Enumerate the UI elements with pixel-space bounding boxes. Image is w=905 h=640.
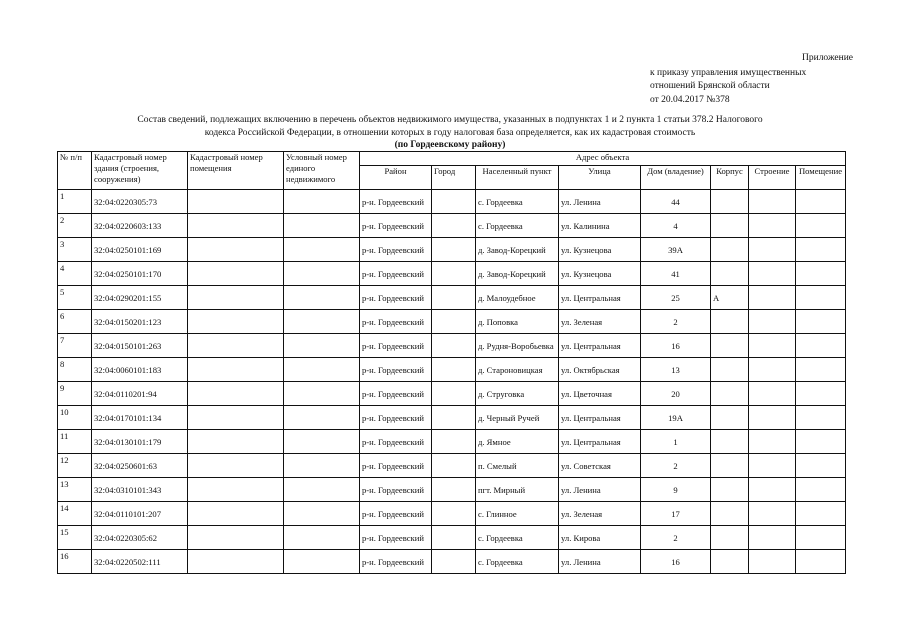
stroenie-cell <box>749 526 796 550</box>
district-cell: р-н. Гордеевский <box>360 478 432 502</box>
conditional-number-cell <box>284 550 360 574</box>
conditional-number-cell <box>284 526 360 550</box>
table-row <box>58 502 846 526</box>
house-cell: 19А <box>641 406 711 430</box>
cadastral-number: 32:04:0110201:94 <box>92 382 188 406</box>
pomeshchenie-cell <box>796 262 846 286</box>
pomeshchenie-cell <box>796 454 846 478</box>
conditional-number-cell <box>284 478 360 502</box>
cadastral-number: 32:04:0250101:169 <box>92 238 188 262</box>
street-cell: ул. Кузнецова <box>559 238 641 262</box>
room-cadastral-cell <box>188 214 284 238</box>
room-cadastral-cell <box>188 454 284 478</box>
korpus-cell <box>711 550 749 574</box>
city-cell <box>432 454 476 478</box>
property-table <box>57 151 846 574</box>
street-cell: ул. Калинина <box>559 214 641 238</box>
header-house: Дом (владение) <box>641 166 711 190</box>
house-cell: 16 <box>641 334 711 358</box>
table-row <box>58 334 846 358</box>
pomeshchenie-cell <box>796 526 846 550</box>
locality-cell: пгт. Мирный <box>476 478 559 502</box>
appendix-authority-line: отношений Брянской области <box>650 81 770 91</box>
header-address: Адрес объекта <box>360 152 846 166</box>
house-cell: 4 <box>641 214 711 238</box>
district-cell: р-н. Гордеевский <box>360 406 432 430</box>
house-cell: 41 <box>641 262 711 286</box>
header-locality: Населенный пункт <box>476 166 559 190</box>
locality-cell: д. Староновицкая <box>476 358 559 382</box>
district-cell: р-н. Гордеевский <box>360 262 432 286</box>
street-cell: ул. Октябрьская <box>559 358 641 382</box>
title-district: (по Гордеевскому району) <box>394 140 506 150</box>
cadastral-number: 32:04:0310101:343 <box>92 478 188 502</box>
table-row <box>58 358 846 382</box>
stroenie-cell <box>749 502 796 526</box>
city-cell <box>432 334 476 358</box>
room-cadastral-cell <box>188 190 284 214</box>
city-cell <box>432 382 476 406</box>
row-number: 1 <box>58 190 92 214</box>
korpus-cell <box>711 526 749 550</box>
korpus-cell: А <box>711 286 749 310</box>
header-num: № п/п <box>58 152 92 190</box>
district-cell: р-н. Гордеевский <box>360 238 432 262</box>
title-line-1: Состав сведений, подлежащих включению в перечень объектов недвижимого имущества, указанных в подпунктах 1 и 2 пункта 1 статьи 378.2 Налогового <box>137 115 763 125</box>
table-row <box>58 262 846 286</box>
district-cell: р-н. Гордеевский <box>360 430 432 454</box>
row-number: 2 <box>58 214 92 238</box>
table-row <box>58 382 846 406</box>
cadastral-number: 32:04:0060101:183 <box>92 358 188 382</box>
header-stroenie: Строение <box>749 166 796 190</box>
stroenie-cell <box>749 430 796 454</box>
locality-cell: д. Ямное <box>476 430 559 454</box>
row-number: 12 <box>58 454 92 478</box>
pomeshchenie-cell <box>796 430 846 454</box>
document-title <box>120 114 780 152</box>
room-cadastral-cell <box>188 430 284 454</box>
locality-cell: д. Малоудебное <box>476 286 559 310</box>
locality-cell: д. Черный Ручей <box>476 406 559 430</box>
stroenie-cell <box>749 454 796 478</box>
pomeshchenie-cell <box>796 310 846 334</box>
row-number: 8 <box>58 358 92 382</box>
pomeshchenie-cell <box>796 358 846 382</box>
room-cadastral-cell <box>188 262 284 286</box>
house-cell: 20 <box>641 382 711 406</box>
city-cell <box>432 550 476 574</box>
cadastral-number: 32:04:0110101:207 <box>92 502 188 526</box>
street-cell: ул. Советская <box>559 454 641 478</box>
street-cell: ул. Ленина <box>559 190 641 214</box>
house-cell: 16 <box>641 550 711 574</box>
district-cell: р-н. Гордеевский <box>360 310 432 334</box>
cadastral-number: 32:04:0220305:62 <box>92 526 188 550</box>
room-cadastral-cell <box>188 286 284 310</box>
locality-cell: д. Завод-Корецкий <box>476 262 559 286</box>
table-row <box>58 406 846 430</box>
table-row <box>58 286 846 310</box>
appendix-order-line: к приказу управления имущественных <box>650 67 807 78</box>
conditional-number-cell <box>284 502 360 526</box>
room-cadastral-cell <box>188 502 284 526</box>
cadastral-number: 32:04:0290201:155 <box>92 286 188 310</box>
district-cell: р-н. Гордеевский <box>360 358 432 382</box>
row-number: 11 <box>58 430 92 454</box>
cadastral-number: 32:04:0150201:123 <box>92 310 188 334</box>
stroenie-cell <box>749 262 796 286</box>
house-cell: 17 <box>641 502 711 526</box>
title-line-2: кодекса Российской Федерации, в отношении которых в году налоговая база определяется, как их кадастровая стоимость <box>204 127 696 138</box>
conditional-number-cell <box>284 214 360 238</box>
cadastral-number: 32:04:0250101:170 <box>92 262 188 286</box>
district-cell: р-н. Гордеевский <box>360 286 432 310</box>
street-cell: ул. Кирова <box>559 526 641 550</box>
row-number: 7 <box>58 334 92 358</box>
conditional-number-cell <box>284 382 360 406</box>
locality-cell: д. Рудня-Воробьевка <box>476 334 559 358</box>
locality-cell: д. Поповка <box>476 310 559 334</box>
pomeshchenie-cell <box>796 190 846 214</box>
conditional-number-cell <box>284 454 360 478</box>
street-cell: ул. Зеленая <box>559 310 641 334</box>
room-cadastral-cell <box>188 478 284 502</box>
header-cad-building: Кадастровый номер здания (строения, сооружения) <box>92 152 188 190</box>
room-cadastral-cell <box>188 550 284 574</box>
city-cell <box>432 310 476 334</box>
pomeshchenie-cell <box>796 238 846 262</box>
conditional-number-cell <box>284 358 360 382</box>
conditional-number-cell <box>284 238 360 262</box>
city-cell <box>432 502 476 526</box>
street-cell: ул. Центральная <box>559 286 641 310</box>
row-number: 9 <box>58 382 92 406</box>
korpus-cell <box>711 190 749 214</box>
korpus-cell <box>711 238 749 262</box>
pomeshchenie-cell <box>796 550 846 574</box>
district-cell: р-н. Гордеевский <box>360 334 432 358</box>
header-cad-room: Кадастровый номер помещения <box>188 152 284 190</box>
house-cell: 2 <box>641 526 711 550</box>
locality-cell: д. Завод-Корецкий <box>476 238 559 262</box>
stroenie-cell <box>749 190 796 214</box>
korpus-cell <box>711 262 749 286</box>
cadastral-number: 32:04:0150101:263 <box>92 334 188 358</box>
district-cell: р-н. Гордеевский <box>360 454 432 478</box>
locality-cell: с. Гордеевка <box>476 526 559 550</box>
korpus-cell <box>711 502 749 526</box>
conditional-number-cell <box>284 262 360 286</box>
pomeshchenie-cell <box>796 382 846 406</box>
table-row <box>58 454 846 478</box>
house-cell: 39А <box>641 238 711 262</box>
pomeshchenie-cell <box>796 502 846 526</box>
table-row <box>58 478 846 502</box>
korpus-cell <box>711 358 749 382</box>
district-cell: р-н. Гордеевский <box>360 190 432 214</box>
table-row <box>58 430 846 454</box>
row-number: 10 <box>58 406 92 430</box>
house-cell: 2 <box>641 454 711 478</box>
district-cell: р-н. Гордеевский <box>360 502 432 526</box>
korpus-cell <box>711 382 749 406</box>
conditional-number-cell <box>284 286 360 310</box>
appendix-title: Приложение <box>802 53 853 63</box>
row-number: 15 <box>58 526 92 550</box>
street-cell: ул. Зеленая <box>559 502 641 526</box>
appendix-date-line: от 20.04.2017 №378 <box>650 94 730 105</box>
room-cadastral-cell <box>188 526 284 550</box>
row-number: 13 <box>58 478 92 502</box>
room-cadastral-cell <box>188 310 284 334</box>
row-number: 6 <box>58 310 92 334</box>
house-cell: 44 <box>641 190 711 214</box>
city-cell <box>432 358 476 382</box>
row-number: 4 <box>58 262 92 286</box>
row-number: 3 <box>58 238 92 262</box>
district-cell: р-н. Гордеевский <box>360 550 432 574</box>
stroenie-cell <box>749 382 796 406</box>
cadastral-number: 32:04:0220305:73 <box>92 190 188 214</box>
table-row <box>58 238 846 262</box>
row-number: 16 <box>58 550 92 574</box>
street-cell: ул. Ленина <box>559 550 641 574</box>
stroenie-cell <box>749 550 796 574</box>
conditional-number-cell <box>284 310 360 334</box>
table-row <box>58 190 846 214</box>
locality-cell: с. Глинное <box>476 502 559 526</box>
stroenie-cell <box>749 334 796 358</box>
korpus-cell <box>711 334 749 358</box>
stroenie-cell <box>749 406 796 430</box>
city-cell <box>432 214 476 238</box>
locality-cell: с. Гордеевка <box>476 190 559 214</box>
house-cell: 25 <box>641 286 711 310</box>
table-row <box>58 310 846 334</box>
korpus-cell <box>711 478 749 502</box>
city-cell <box>432 430 476 454</box>
cadastral-number: 32:04:0170101:134 <box>92 406 188 430</box>
korpus-cell <box>711 454 749 478</box>
district-cell: р-н. Гордеевский <box>360 214 432 238</box>
room-cadastral-cell <box>188 238 284 262</box>
street-cell: ул. Центральная <box>559 430 641 454</box>
header-city: Город <box>432 166 476 190</box>
street-cell: ул. Ленина <box>559 478 641 502</box>
city-cell <box>432 406 476 430</box>
table-row <box>58 550 846 574</box>
city-cell <box>432 238 476 262</box>
city-cell <box>432 262 476 286</box>
room-cadastral-cell <box>188 334 284 358</box>
row-number: 14 <box>58 502 92 526</box>
house-cell: 1 <box>641 430 711 454</box>
table-row <box>58 526 846 550</box>
header-cond-num: Условный номер единого недвижимого <box>284 152 360 190</box>
table-row <box>58 214 846 238</box>
pomeshchenie-cell <box>796 214 846 238</box>
appendix-block <box>650 52 865 107</box>
korpus-cell <box>711 310 749 334</box>
street-cell: ул. Центральная <box>559 406 641 430</box>
room-cadastral-cell <box>188 358 284 382</box>
header-street: Улица <box>559 166 641 190</box>
pomeshchenie-cell <box>796 478 846 502</box>
stroenie-cell <box>749 358 796 382</box>
korpus-cell <box>711 406 749 430</box>
street-cell: ул. Кузнецова <box>559 262 641 286</box>
header-pomeshchenie: Помещение <box>796 166 846 190</box>
street-cell: ул. Центральная <box>559 334 641 358</box>
row-number: 5 <box>58 286 92 310</box>
stroenie-cell <box>749 238 796 262</box>
locality-cell: д. Струговка <box>476 382 559 406</box>
cadastral-number: 32:04:0130101:179 <box>92 430 188 454</box>
locality-cell: с. Гордеевка <box>476 214 559 238</box>
stroenie-cell <box>749 214 796 238</box>
street-cell: ул. Цветочная <box>559 382 641 406</box>
stroenie-cell <box>749 286 796 310</box>
cadastral-number: 32:04:0220603:133 <box>92 214 188 238</box>
locality-cell: п. Смелый <box>476 454 559 478</box>
conditional-number-cell <box>284 430 360 454</box>
house-cell: 2 <box>641 310 711 334</box>
conditional-number-cell <box>284 334 360 358</box>
header-korpus: Корпус <box>711 166 749 190</box>
room-cadastral-cell <box>188 406 284 430</box>
house-cell: 13 <box>641 358 711 382</box>
header-district: Район <box>360 166 432 190</box>
korpus-cell <box>711 430 749 454</box>
house-cell: 9 <box>641 478 711 502</box>
cadastral-number: 32:04:0250601:63 <box>92 454 188 478</box>
conditional-number-cell <box>284 190 360 214</box>
district-cell: р-н. Гордеевский <box>360 382 432 406</box>
pomeshchenie-cell <box>796 334 846 358</box>
korpus-cell <box>711 214 749 238</box>
city-cell <box>432 286 476 310</box>
stroenie-cell <box>749 478 796 502</box>
stroenie-cell <box>749 310 796 334</box>
pomeshchenie-cell <box>796 286 846 310</box>
room-cadastral-cell <box>188 382 284 406</box>
district-cell: р-н. Гордеевский <box>360 526 432 550</box>
locality-cell: с. Гордеевка <box>476 550 559 574</box>
city-cell <box>432 478 476 502</box>
city-cell <box>432 190 476 214</box>
city-cell <box>432 526 476 550</box>
cadastral-number: 32:04:0220502:111 <box>92 550 188 574</box>
conditional-number-cell <box>284 406 360 430</box>
pomeshchenie-cell <box>796 406 846 430</box>
